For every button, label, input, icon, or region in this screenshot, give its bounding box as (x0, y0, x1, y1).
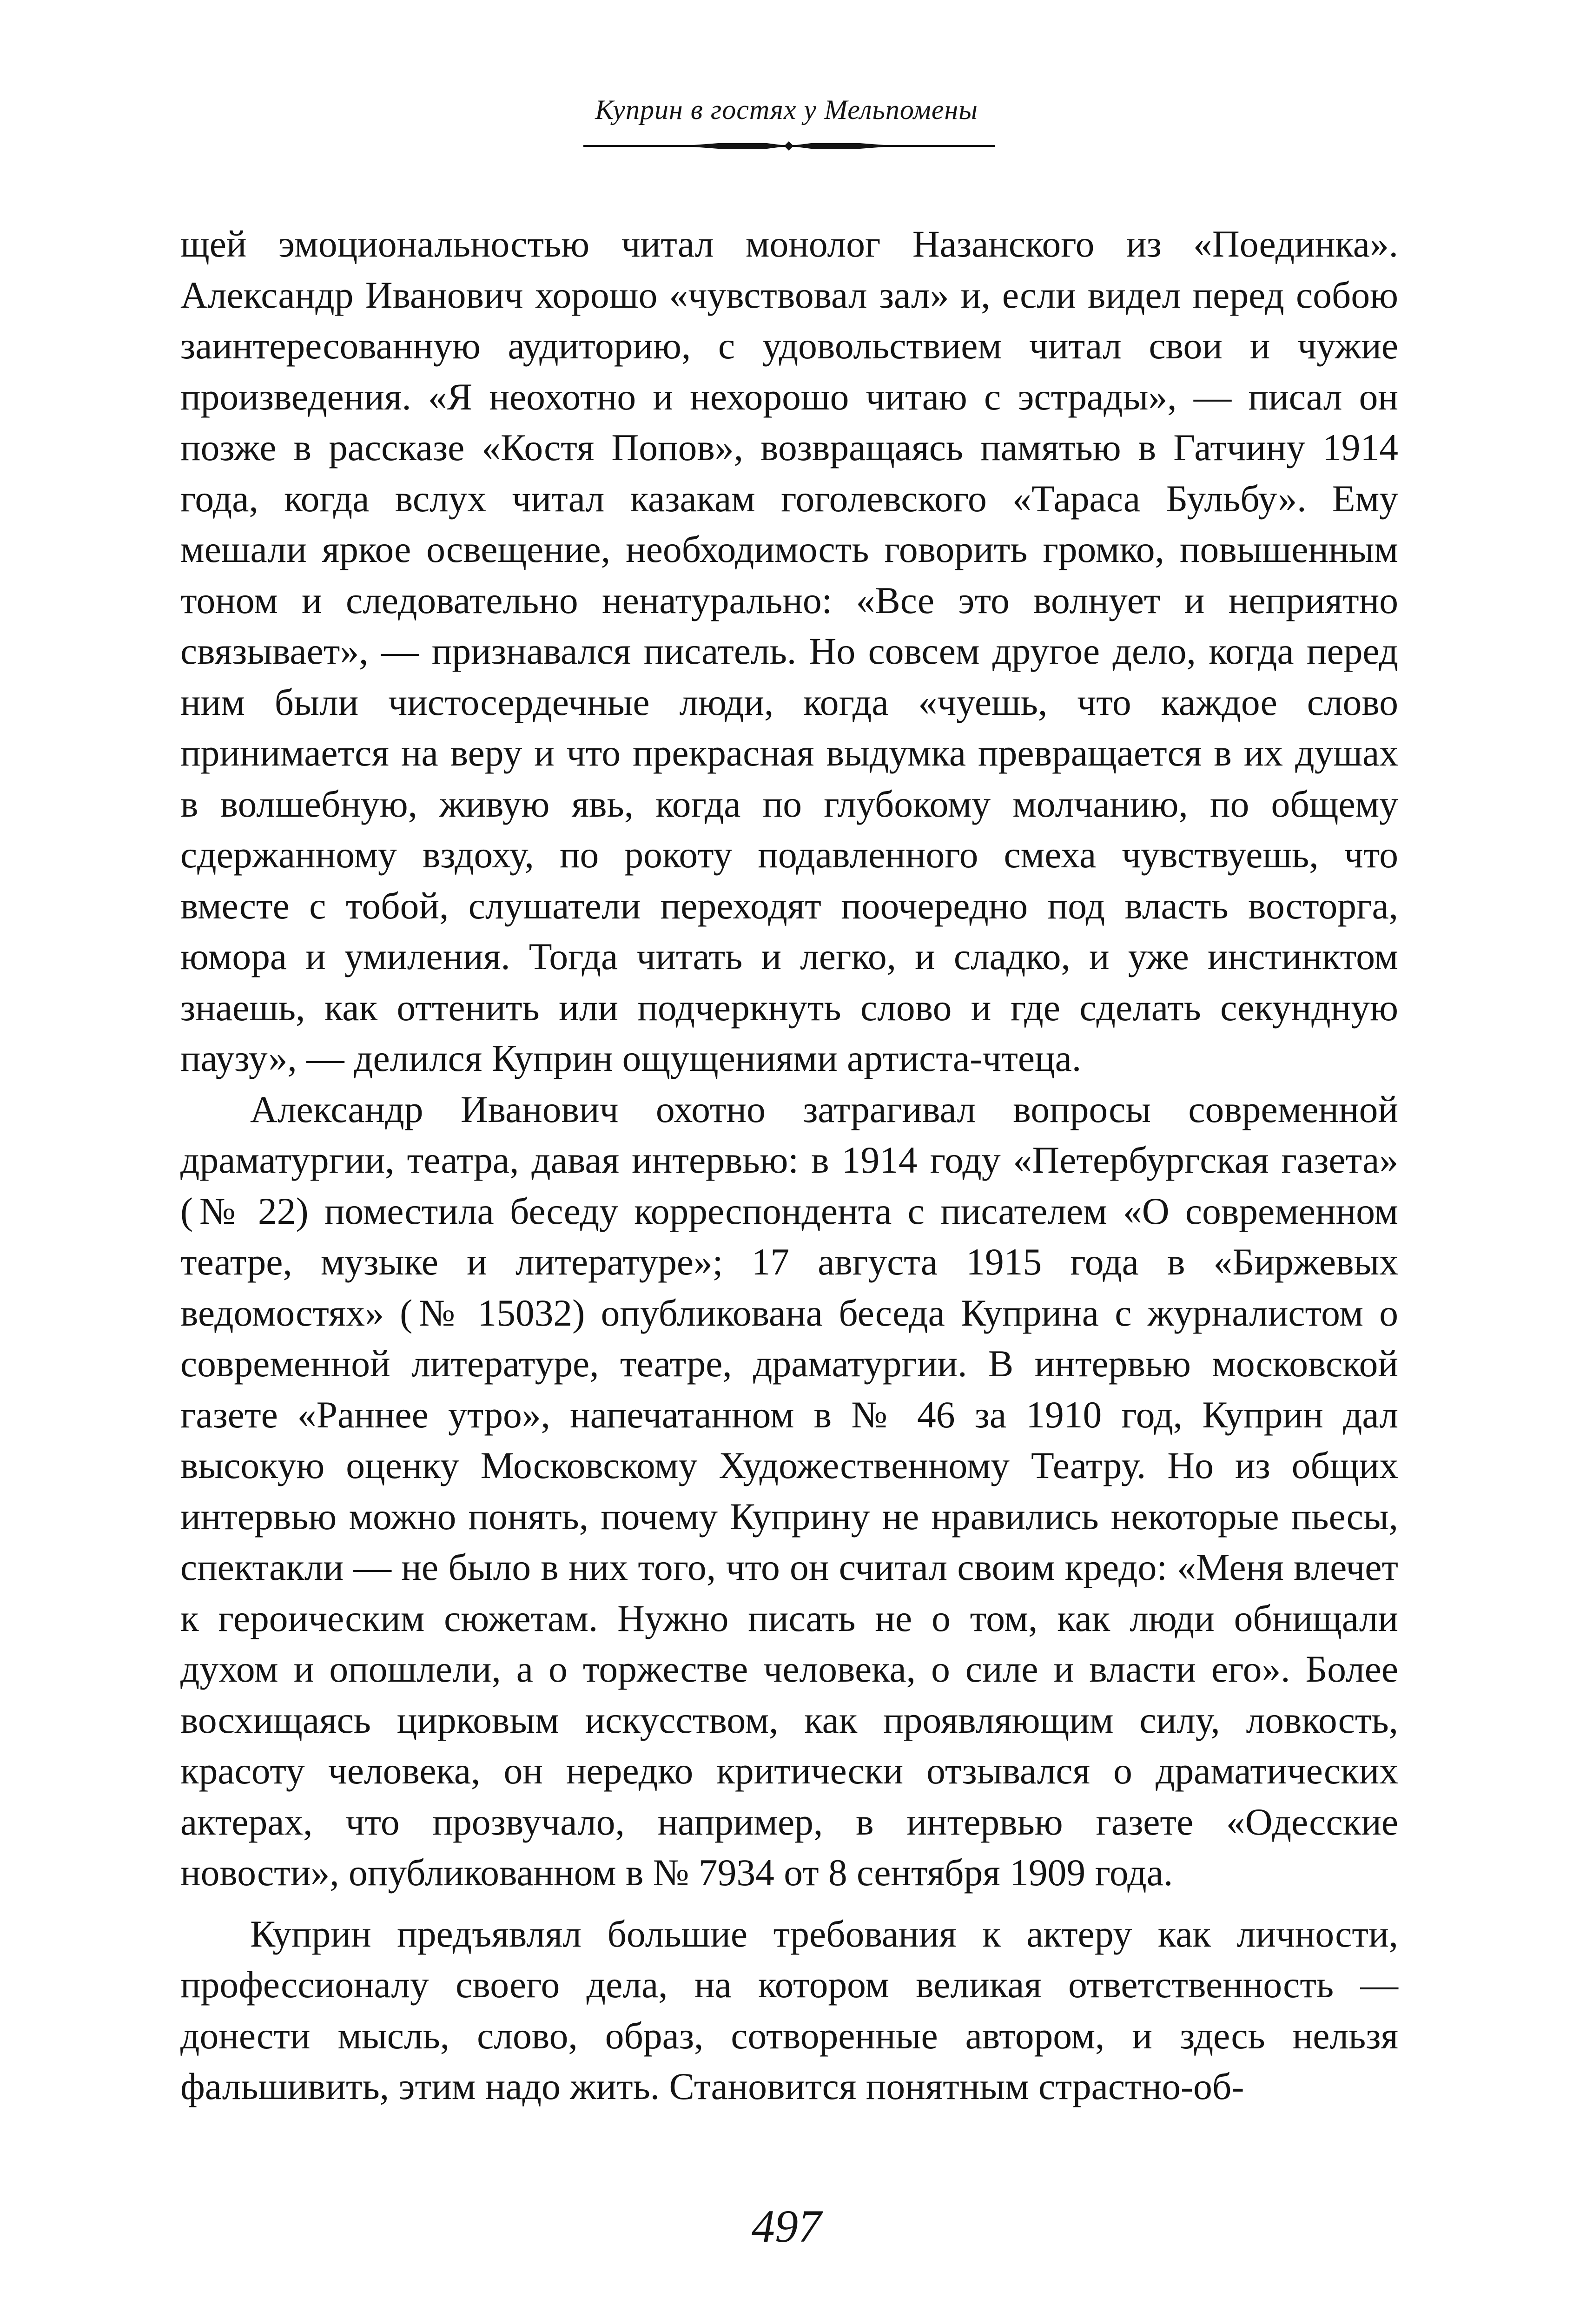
paragraph-3: Куприн предъявлял большие требования к актеру как личности, профессионалу своего дела, на котором великая ответственность — донести мысль, слово, образ, сотворенные автором, и здесь нельзя фальшивить, этим надо жить. Становится понятным страстно-об- (180, 1912, 1398, 2107)
page-number: 497 (752, 2200, 821, 2252)
running-head: Куприн в гостях у Мельпомены (595, 94, 978, 125)
paragraph-2: Александр Иванович охотно затрагивал вопросы современной драматургии, театра, давая интервью: в 1914 году «Петербургская газета» (№ 22) поместила беседу корреспондента с писателем «О современном театре, музыке и литературе»; 17 августа 1915 года в «Биржевых ведомостях» (№ 15032) опубликована беседа Куприна с журналистом о современной литературе, театре, драматургии. В интервью московской газете «Раннее утро», напечатанном в № 46 за 1910 год, Куприн дал высокую оценку Московскому Художественному Театру. Но из общих интервью можно понять, почему Куприну не нравились некоторые пьесы, спектакли — не было в них того, что он считал своим кредо: «Меня влечет к героическим сюжетам. Нужно писать не о том, как люди обнищали духом и опошлели, а о торжестве человека, о силе и власти его». Более восхищаясь цирковым искусством, как проявляющим силу, ловкость, красоту человека, он нередко критически отзывался о драматических актерах, что прозвучало, например, в интервью газете «Одесские новости», опубликованном в № 7934 от 8 сентября 1909 года. (180, 1088, 1398, 1894)
header-ornament-rule (583, 139, 995, 152)
paragraph-1: щей эмоциональностью читал монолог Назанского из «Поединка». Александр Иванович хорошо «чувствовал зал» и, если видел перед собою заинтересованную аудиторию, с удовольствием читал свои и чужие произведения. «Я неохотно и нехорошо читаю с эстрады», — писал он позже в рассказе «Костя Попов», возвращаясь памятью в Гатчину 1914 года, когда вслух читал казакам гоголевского «Тараса Бульбу». Ему мешали яркое освещение, необходимость говорить громко, повышенным тоном и следовательно ненатурально: «Все это волнует и неприятно связывает», — признавался писатель. Но совсем другое дело, когда перед ним были чистосердечные люди, когда «чуешь, что каждое слово принимается на веру и что прекрасная выдумка превращается в их душах в волшебную, живую явь, когда по глубокому молчанию, по общему сдержанному вздоху, по рокоту подавленного смеха чувствуешь, что вместе с тобой, слушатели переходят поочередно под власть восторга, юмора и умиления. Тогда читать и легко, и сладко, и уже инстинктом знаешь, как оттенить или подчеркнуть слово и где сделать секундную паузу», — делился Куприн ощущениями артиста-чтеца. (180, 223, 1398, 1079)
body-text (180, 218, 1398, 2112)
